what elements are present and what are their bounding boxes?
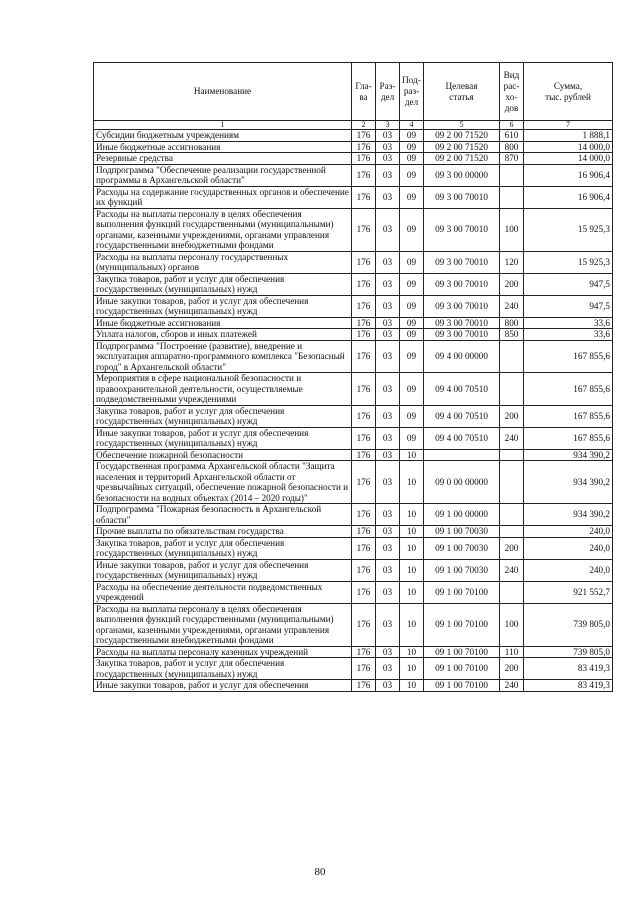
cell-glava: 176 [352, 373, 376, 406]
table-row [94, 504, 613, 526]
cell-name: Расходы на обеспечение деятельности подведомственных учреждений [94, 581, 352, 603]
cell-vid: 200 [500, 658, 524, 680]
table-row [94, 526, 613, 538]
cell-razdel: 03 [376, 526, 400, 538]
cell-glava: 176 [352, 295, 376, 317]
cell-razdel: 03 [376, 461, 400, 504]
cell-glava: 176 [352, 273, 376, 295]
cell-target: 09 1 00 70030 [424, 526, 500, 538]
cell-target: 09 3 00 70010 [424, 295, 500, 317]
table-row [94, 461, 613, 504]
cell-razdel: 03 [376, 427, 400, 449]
cell-vid [500, 186, 524, 208]
column-number: 4 [400, 121, 424, 130]
cell-glava: 176 [352, 186, 376, 208]
cell-target: 09 4 00 70510 [424, 373, 500, 406]
cell-glava: 176 [352, 658, 376, 680]
cell-target: 09 1 00 70030 [424, 537, 500, 559]
cell-target: 09 3 00 70010 [424, 186, 500, 208]
cell-sum: 16 906,4 [524, 186, 613, 208]
cell-name: Иные бюджетные ассигнования [94, 317, 352, 329]
cell-name: Закупка товаров, работ и услуг для обеспечения государственных (муниципальных) нужд [94, 405, 352, 427]
cell-podrazdel: 09 [400, 251, 424, 273]
cell-target: 09 4 00 00000 [424, 340, 500, 373]
column-numbers-row [94, 121, 613, 130]
budget-table [93, 62, 613, 692]
cell-sum: 947,5 [524, 295, 613, 317]
cell-vid [500, 449, 524, 461]
cell-podrazdel: 09 [400, 329, 424, 341]
cell-podrazdel: 09 [400, 153, 424, 165]
cell-vid: 200 [500, 273, 524, 295]
cell-razdel: 03 [376, 405, 400, 427]
cell-glava: 176 [352, 208, 376, 251]
cell-podrazdel: 09 [400, 405, 424, 427]
cell-razdel: 03 [376, 340, 400, 373]
cell-sum: 167 855,6 [524, 373, 613, 406]
cell-vid [500, 373, 524, 406]
cell-target: 09 3 00 00000 [424, 164, 500, 186]
cell-vid [500, 504, 524, 526]
cell-razdel: 03 [376, 130, 400, 142]
cell-glava: 176 [352, 581, 376, 603]
table-row [94, 208, 613, 251]
cell-name: Расходы на выплаты персоналу в целях обеспечения выполнения функций государственными (муниципальными) органами, казенными учреждениями, органами управления государственными внебюджетными фондами [94, 208, 352, 251]
header-glava: Гла- ва [352, 63, 376, 121]
cell-vid [500, 340, 524, 373]
cell-vid: 200 [500, 405, 524, 427]
cell-razdel: 03 [376, 373, 400, 406]
cell-name: Подпрограмма "Обеспечение реализации государственной программы в Архангельской области" [94, 164, 352, 186]
column-number: 6 [500, 121, 524, 130]
cell-target: 09 2 00 71520 [424, 153, 500, 165]
cell-vid [500, 581, 524, 603]
cell-podrazdel: 10 [400, 559, 424, 581]
cell-razdel: 03 [376, 603, 400, 646]
cell-sum: 16 906,4 [524, 164, 613, 186]
cell-target: 09 1 00 70100 [424, 680, 500, 692]
cell-sum: 33,6 [524, 317, 613, 329]
cell-glava: 176 [352, 340, 376, 373]
cell-glava: 176 [352, 680, 376, 692]
cell-vid: 800 [500, 317, 524, 329]
cell-target: 09 1 00 70100 [424, 581, 500, 603]
cell-sum: 83 419,3 [524, 658, 613, 680]
table-row [94, 603, 613, 646]
cell-sum: 947,5 [524, 273, 613, 295]
column-number: 7 [524, 121, 613, 130]
cell-vid: 850 [500, 329, 524, 341]
cell-razdel: 03 [376, 153, 400, 165]
table-body [94, 130, 613, 692]
column-number: 2 [352, 121, 376, 130]
cell-name: Иные закупки товаров, работ и услуг для обеспечения государственных (муниципальных) нужд [94, 559, 352, 581]
cell-podrazdel: 10 [400, 680, 424, 692]
cell-vid: 240 [500, 559, 524, 581]
cell-vid: 110 [500, 646, 524, 658]
cell-name: Иные закупки товаров, работ и услуг для обеспечения государственных (муниципальных) нужд [94, 427, 352, 449]
cell-name: Расходы на выплаты персоналу в целях обеспечения выполнения функций государственными (муниципальными) органами, казенными учреждениями, органами управления государственными внебюджетными фондами [94, 603, 352, 646]
cell-podrazdel: 09 [400, 208, 424, 251]
cell-glava: 176 [352, 329, 376, 341]
cell-razdel: 03 [376, 295, 400, 317]
cell-razdel: 03 [376, 658, 400, 680]
cell-razdel: 03 [376, 537, 400, 559]
table-row [94, 427, 613, 449]
cell-name: Закупка товаров, работ и услуг для обеспечения государственных (муниципальных) нужд [94, 658, 352, 680]
cell-target: 09 2 00 71520 [424, 141, 500, 153]
cell-target: 09 2 00 71520 [424, 130, 500, 142]
cell-name: Подпрограмма "Пожарная безопасность в Архангельской области" [94, 504, 352, 526]
table-row [94, 449, 613, 461]
table-row [94, 153, 613, 165]
cell-podrazdel: 10 [400, 449, 424, 461]
table-row [94, 164, 613, 186]
table-row [94, 405, 613, 427]
cell-target: 09 1 00 00000 [424, 504, 500, 526]
cell-podrazdel: 10 [400, 603, 424, 646]
cell-name: Закупка товаров, работ и услуг для обеспечения государственных (муниципальных) нужд [94, 273, 352, 295]
cell-vid: 800 [500, 141, 524, 153]
cell-target [424, 449, 500, 461]
table-row [94, 340, 613, 373]
cell-target: 09 4 00 70510 [424, 427, 500, 449]
cell-glava: 176 [352, 141, 376, 153]
cell-name: Иные закупки товаров, работ и услуг для обеспечения [94, 680, 352, 692]
table-row [94, 317, 613, 329]
cell-glava: 176 [352, 130, 376, 142]
table-row [94, 680, 613, 692]
cell-name: Уплата налогов, сборов и иных платежей [94, 329, 352, 341]
table-row [94, 537, 613, 559]
cell-glava: 176 [352, 164, 376, 186]
cell-sum: 83 419,3 [524, 680, 613, 692]
cell-target: 09 3 00 70010 [424, 208, 500, 251]
cell-razdel: 03 [376, 186, 400, 208]
cell-sum: 1 888,1 [524, 130, 613, 142]
cell-target: 09 1 00 70030 [424, 559, 500, 581]
cell-podrazdel: 09 [400, 295, 424, 317]
cell-name: Государственная программа Архангельской области "Защита населения и территорий Архангельской области от чрезвычайных ситуаций, обеспечение пожарной безопасности и безопасности на водных объектах (2014 – 2020 годы)" [94, 461, 352, 504]
column-number: 3 [376, 121, 400, 130]
column-number: 5 [424, 121, 500, 130]
cell-podrazdel: 09 [400, 186, 424, 208]
cell-podrazdel: 09 [400, 141, 424, 153]
cell-podrazdel: 10 [400, 504, 424, 526]
cell-sum: 33,6 [524, 329, 613, 341]
cell-name: Резервные средства [94, 153, 352, 165]
cell-sum: 240,0 [524, 526, 613, 538]
cell-sum: 167 855,6 [524, 340, 613, 373]
cell-podrazdel: 09 [400, 427, 424, 449]
cell-sum: 15 925,3 [524, 251, 613, 273]
cell-sum: 167 855,6 [524, 427, 613, 449]
cell-glava: 176 [352, 449, 376, 461]
table-row [94, 141, 613, 153]
cell-name: Расходы на выплаты персоналу казенных учреждений [94, 646, 352, 658]
header-podrazdel: Под- раз- дел [400, 63, 424, 121]
cell-sum: 934 390,2 [524, 449, 613, 461]
header-row [94, 63, 613, 121]
table-row [94, 186, 613, 208]
header-razdel: Раз- дел [376, 63, 400, 121]
cell-glava: 176 [352, 646, 376, 658]
cell-vid: 120 [500, 251, 524, 273]
table-row [94, 559, 613, 581]
cell-glava: 176 [352, 603, 376, 646]
table-row [94, 646, 613, 658]
cell-razdel: 03 [376, 449, 400, 461]
cell-target: 09 0 00 00000 [424, 461, 500, 504]
cell-podrazdel: 09 [400, 373, 424, 406]
table-row [94, 658, 613, 680]
cell-podrazdel: 10 [400, 537, 424, 559]
cell-vid [500, 461, 524, 504]
cell-sum: 934 390,2 [524, 504, 613, 526]
cell-name: Обеспечение пожарной безопасности [94, 449, 352, 461]
cell-vid: 200 [500, 537, 524, 559]
cell-podrazdel: 10 [400, 461, 424, 504]
cell-name: Иные закупки товаров, работ и услуг для обеспечения государственных (муниципальных) нужд [94, 295, 352, 317]
cell-podrazdel: 10 [400, 646, 424, 658]
cell-vid: 100 [500, 603, 524, 646]
cell-sum: 14 000,0 [524, 141, 613, 153]
cell-sum: 739 805,0 [524, 603, 613, 646]
cell-razdel: 03 [376, 141, 400, 153]
cell-razdel: 03 [376, 317, 400, 329]
cell-name: Иные бюджетные ассигнования [94, 141, 352, 153]
cell-name: Мероприятия в сфере национальной безопасности и правоохранительной деятельности, осуществляемые подведомственными учреждениями [94, 373, 352, 406]
cell-target: 09 4 00 70510 [424, 405, 500, 427]
cell-name: Прочие выплаты по обязательствам государства [94, 526, 352, 538]
cell-razdel: 03 [376, 273, 400, 295]
cell-razdel: 03 [376, 208, 400, 251]
cell-razdel: 03 [376, 251, 400, 273]
column-number: 1 [94, 121, 352, 130]
cell-target: 09 3 00 70010 [424, 329, 500, 341]
table-row [94, 251, 613, 273]
table-row [94, 329, 613, 341]
budget-table-page [93, 62, 612, 692]
header-sum: Сумма, тыс. рублей [524, 63, 613, 121]
cell-glava: 176 [352, 504, 376, 526]
cell-razdel: 03 [376, 680, 400, 692]
cell-target: 09 1 00 70100 [424, 603, 500, 646]
cell-sum: 15 925,3 [524, 208, 613, 251]
page-number: 80 [314, 866, 326, 878]
table-row [94, 273, 613, 295]
cell-razdel: 03 [376, 581, 400, 603]
cell-target: 09 3 00 70010 [424, 273, 500, 295]
cell-sum: 739 805,0 [524, 646, 613, 658]
cell-vid [500, 164, 524, 186]
cell-razdel: 03 [376, 504, 400, 526]
cell-sum: 14 000,0 [524, 153, 613, 165]
cell-target: 09 3 00 70010 [424, 317, 500, 329]
cell-sum: 240,0 [524, 537, 613, 559]
cell-sum: 921 552,7 [524, 581, 613, 603]
cell-podrazdel: 10 [400, 526, 424, 538]
cell-glava: 176 [352, 427, 376, 449]
cell-razdel: 03 [376, 559, 400, 581]
cell-target: 09 1 00 70100 [424, 646, 500, 658]
cell-name: Закупка товаров, работ и услуг для обеспечения государственных (муниципальных) нужд [94, 537, 352, 559]
cell-razdel: 03 [376, 646, 400, 658]
cell-sum: 240,0 [524, 559, 613, 581]
cell-glava: 176 [352, 537, 376, 559]
cell-vid: 240 [500, 295, 524, 317]
cell-razdel: 03 [376, 329, 400, 341]
header-vid: Вид рас- хо- дов [500, 63, 524, 121]
cell-name: Подпрограмма "Построение (развитие), внедрение и эксплуатация аппаратно-программного комплекса "Безопасный город" в Архангельской области" [94, 340, 352, 373]
header-name: Наименование [94, 63, 352, 121]
header-target: Целевая статья [424, 63, 500, 121]
cell-glava: 176 [352, 153, 376, 165]
cell-podrazdel: 10 [400, 581, 424, 603]
cell-glava: 176 [352, 461, 376, 504]
cell-vid: 610 [500, 130, 524, 142]
table-row [94, 295, 613, 317]
cell-podrazdel: 09 [400, 130, 424, 142]
cell-podrazdel: 10 [400, 658, 424, 680]
table-row [94, 581, 613, 603]
cell-target: 09 3 00 70010 [424, 251, 500, 273]
cell-vid: 240 [500, 427, 524, 449]
cell-vid: 240 [500, 680, 524, 692]
cell-podrazdel: 09 [400, 273, 424, 295]
table-row [94, 130, 613, 142]
cell-glava: 176 [352, 405, 376, 427]
cell-vid: 870 [500, 153, 524, 165]
cell-vid: 100 [500, 208, 524, 251]
cell-razdel: 03 [376, 164, 400, 186]
cell-podrazdel: 09 [400, 340, 424, 373]
table-row [94, 373, 613, 406]
cell-podrazdel: 09 [400, 164, 424, 186]
cell-podrazdel: 09 [400, 317, 424, 329]
cell-glava: 176 [352, 526, 376, 538]
cell-name: Субсидии бюджетным учреждениям [94, 130, 352, 142]
cell-target: 09 1 00 70100 [424, 658, 500, 680]
cell-glava: 176 [352, 317, 376, 329]
cell-name: Расходы на выплаты персоналу государственных (муниципальных) органов [94, 251, 352, 273]
cell-glava: 176 [352, 559, 376, 581]
cell-glava: 176 [352, 251, 376, 273]
cell-name: Расходы на содержание государственных органов и обеспечение их функций [94, 186, 352, 208]
cell-vid [500, 526, 524, 538]
cell-sum: 167 855,6 [524, 405, 613, 427]
cell-sum: 934 390,2 [524, 461, 613, 504]
